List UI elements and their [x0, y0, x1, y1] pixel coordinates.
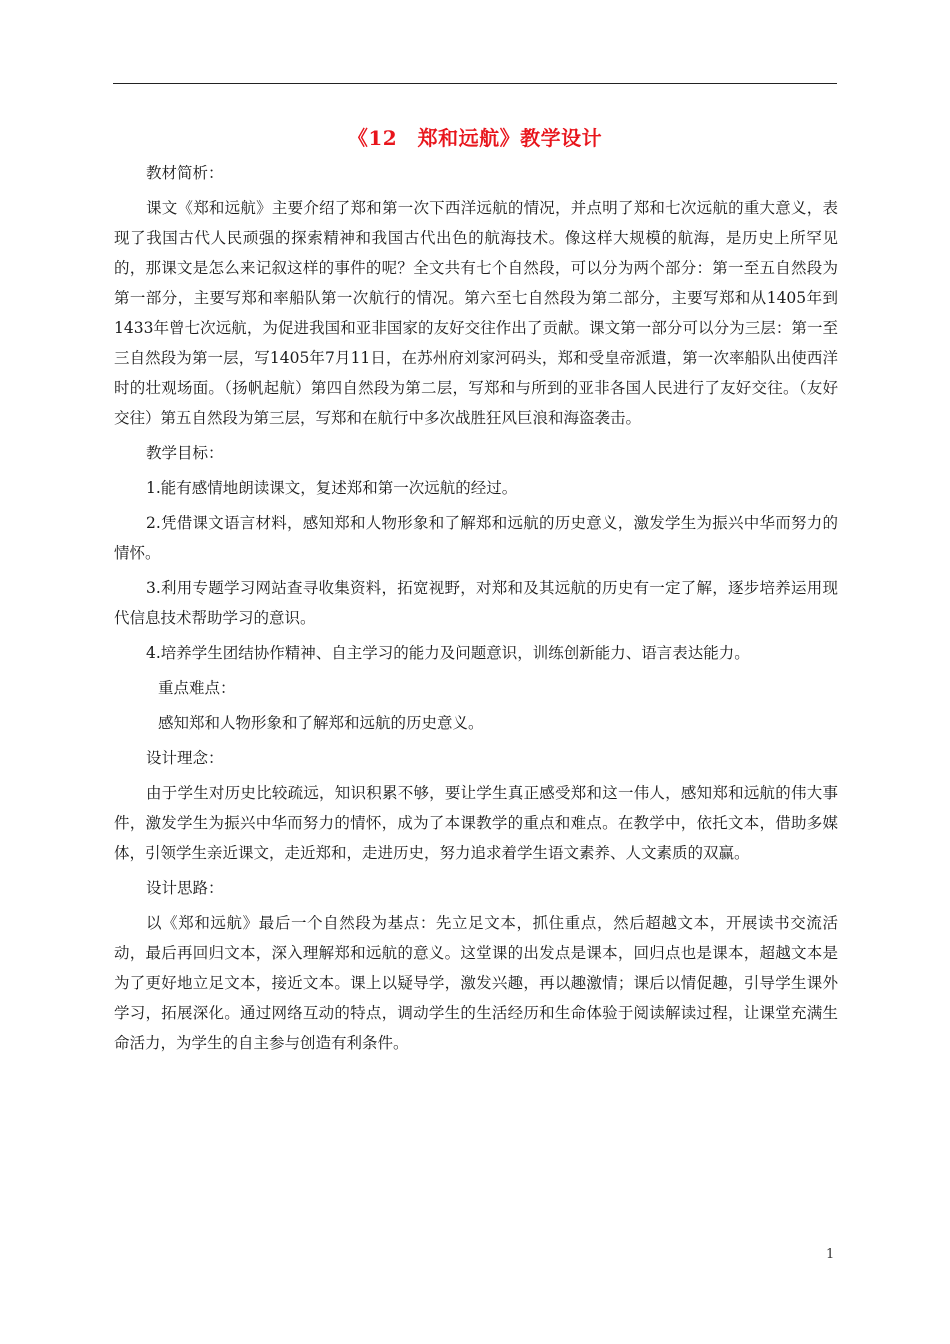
approach-label: 设计思路： [146, 879, 224, 897]
page-number: 1 [826, 1247, 835, 1262]
goal-item-2: 2.凭借课文语言材料，感知郑和人物形象和了解郑和远航的历史意义，激发学生为振兴中华而努力的情怀。 [114, 514, 838, 562]
goal-item-4: 4.培养学生团结协作精神、自主学习的能力及问题意识，训练创新能力、语言表达能力。 [146, 644, 750, 662]
key-points-text: 感知郑和人物形象和了解郑和远航的历史意义。 [158, 714, 484, 732]
header-rule [113, 83, 837, 84]
concept-label: 设计理念： [146, 749, 224, 767]
analysis-label: 教材简析： [146, 164, 224, 182]
document-title: 《12 郑和远航》教学设计 [347, 126, 603, 150]
key-points-label: 重点难点： [158, 679, 236, 697]
analysis-paragraph: 课文《郑和远航》主要介绍了郑和第一次下西洋远航的情况，并点明了郑和七次远航的重大意义，表现了我国古代人民顽强的探索精神和我国古代出色的航海技术。像这样大规模的航海，是历史上所罕见的，那课文是怎么来记叙这样的事件的呢？全文共有七个自然段，可以分为两个部分：第一至五自然段为第一部分，主要写郑和率船队第一次航行的情况。第六至七自然段为第二部分，主要写郑和从1405年到1433年曾七次远航，为促进我国和亚非国家的友好交往作出了贡献。课文第一部分可以分为三层：第一至三自然段为第一层，写1405年7月11日，在苏州府刘家河码头，郑和受皇帝派遣，第一次率船队出使西洋时的壮观场面。（扬帆起航）第四自然段为第二层，写郑和与所到的亚非各国人民进行了友好交往。（友好交往）第五自然段为第三层，写郑和在航行中多次战胜狂风巨浪和海盗袭击。 [114, 199, 838, 427]
approach-paragraph: 以《郑和远航》最后一个自然段为基点：先立足文本，抓住重点，然后超越文本，开展读书交流活动，最后再回归文本，深入理解郑和远航的意义。这堂课的出发点是课本，回归点也是课本，超越文本是为了更好地立足文本，接近文本。课上以疑导学，激发兴趣，再以趣激情；课后以情促趣，引导学生课外学习，拓展深化。通过网络互动的特点，调动学生的生活经历和生命体验于阅读解读过程，让课堂充满生命活力，为学生的自主参与创造有利条件。 [114, 914, 838, 1052]
goals-label: 教学目标： [146, 444, 224, 462]
concept-paragraph: 由于学生对历史比较疏远，知识积累不够，要让学生真正感受郑和这一伟人，感知郑和远航的伟大事件，激发学生为振兴中华而努力的情怀，成为了本课教学的重点和难点。在教学中，依托文本，借助多媒体，引领学生亲近课文，走近郑和，走进历史，努力追求着学生语文素养、人文素质的双赢。 [114, 784, 838, 862]
goal-item-1: 1.能有感情地朗读课文，复述郑和第一次远航的经过。 [146, 479, 518, 497]
document-body [114, 158, 838, 1063]
goal-item-3: 3.利用专题学习网站查寻收集资料，拓宽视野，对郑和及其远航的历史有一定了解，逐步培养运用现代信息技术帮助学习的意识。 [114, 579, 838, 627]
